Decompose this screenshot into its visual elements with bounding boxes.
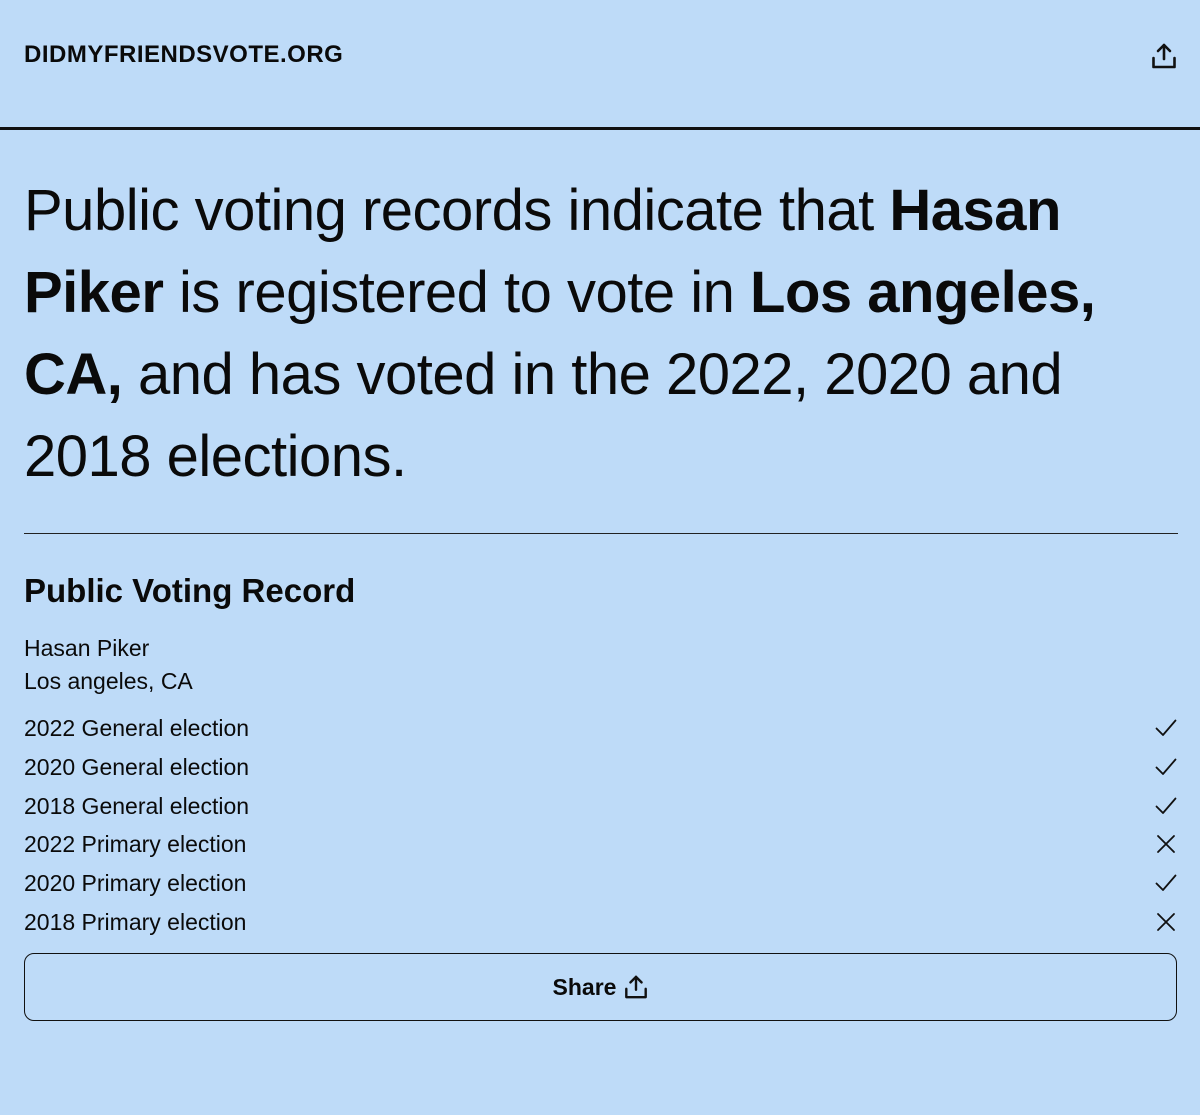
voter-name: Hasan Piker bbox=[24, 635, 150, 661]
header-share-button[interactable] bbox=[1146, 38, 1182, 74]
x-icon bbox=[1154, 832, 1178, 856]
election-label: 2020 Primary election bbox=[24, 870, 247, 897]
share-button-label: Share bbox=[552, 973, 617, 1000]
voting-summary bbox=[24, 170, 1184, 498]
election-label: 2018 Primary election bbox=[24, 908, 247, 935]
election-label: 2020 General election bbox=[24, 753, 250, 780]
election-row bbox=[24, 825, 1178, 864]
election-row bbox=[24, 748, 1178, 787]
election-label: 2022 Primary election bbox=[24, 831, 247, 858]
election-row bbox=[24, 709, 1178, 748]
summary-text-1: Public voting records indicate that bbox=[24, 178, 890, 243]
site-brand[interactable]: DIDMYFRIENDSVOTE.ORG bbox=[24, 41, 344, 68]
section-divider bbox=[24, 533, 1178, 534]
record-title: Public Voting Record bbox=[24, 572, 356, 609]
election-label: 2018 General election bbox=[24, 792, 250, 819]
summary-name: Hasan Piker bbox=[24, 178, 1061, 325]
voter-info bbox=[24, 632, 193, 698]
check-icon bbox=[1154, 871, 1178, 895]
site-header bbox=[0, 0, 1200, 130]
share-upload-icon bbox=[624, 974, 648, 1000]
check-icon bbox=[1154, 716, 1178, 740]
voter-location: Los angeles, CA bbox=[24, 668, 193, 694]
summary-text-2: is registered to vote in bbox=[163, 260, 751, 325]
check-icon bbox=[1154, 755, 1178, 779]
election-row bbox=[24, 903, 1178, 942]
share-button[interactable] bbox=[24, 953, 1177, 1021]
election-label: 2022 General election bbox=[24, 715, 250, 741]
summary-text-3: and has voted in the 2022, 2020 and 2018 elections. bbox=[24, 342, 1063, 489]
election-row bbox=[24, 864, 1178, 903]
election-list bbox=[24, 709, 1178, 942]
x-icon bbox=[1154, 910, 1178, 934]
share-upload-icon bbox=[1151, 42, 1177, 70]
check-icon bbox=[1154, 794, 1178, 818]
summary-location: Los angeles, CA, bbox=[24, 260, 1096, 407]
election-row bbox=[24, 787, 1178, 826]
